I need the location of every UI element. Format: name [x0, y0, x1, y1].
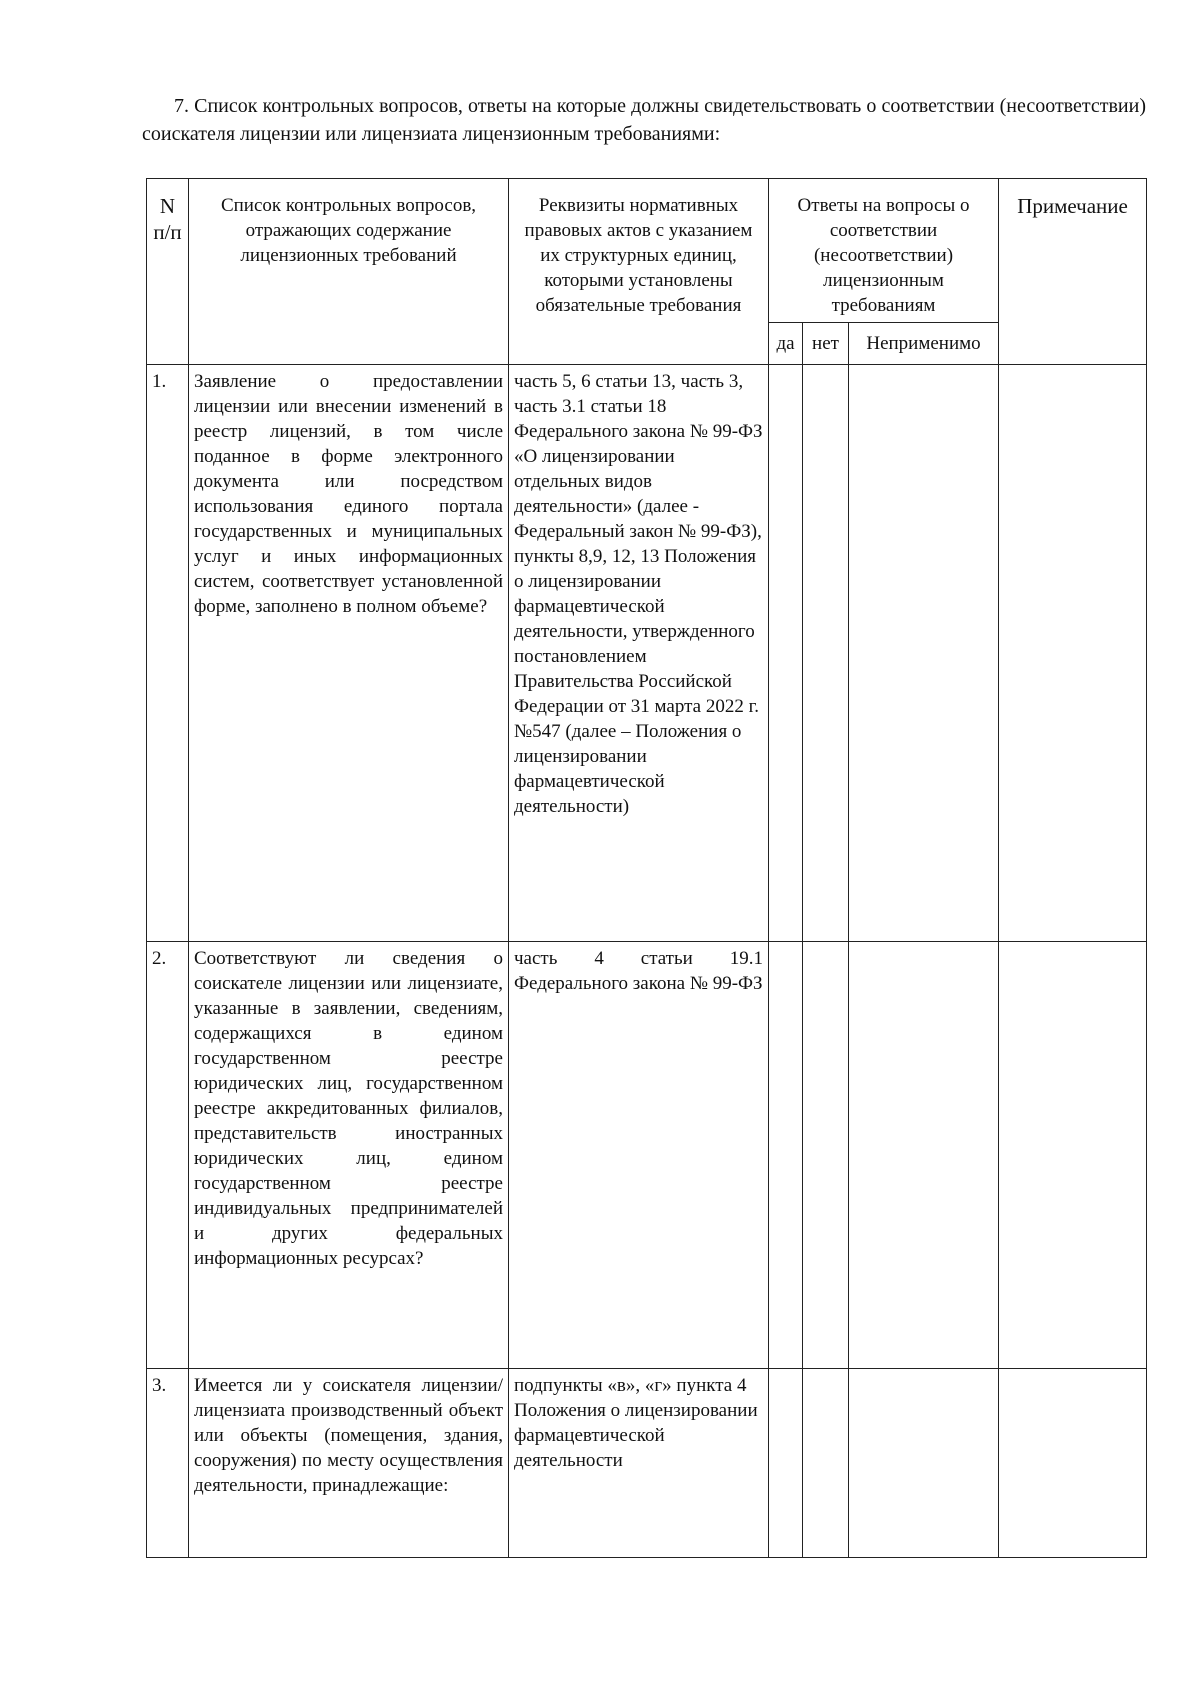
row-question: Имеется ли у соискателя лицензии/лицензиата производственный объект или объекты (помещения, здания, сооружения) по месту осуществления деятельности, принадлежащие: — [189, 1369, 509, 1558]
answer-yes-cell[interactable] — [769, 942, 803, 1369]
answer-na-cell[interactable] — [849, 942, 999, 1369]
header-references: Реквизиты нормативных правовых актов с указанием их структурных единиц, которыми установлены обязательные требования — [509, 179, 769, 365]
header-num: N п/п — [147, 179, 189, 365]
checklist-table — [146, 178, 1147, 1558]
row-reference: подпункты «в», «г» пункта 4 Положения о лицензировании фармацевтической деятельности — [509, 1369, 769, 1558]
answer-yes-cell[interactable] — [769, 365, 803, 942]
header-no: нет — [803, 323, 849, 365]
note-cell[interactable] — [999, 1369, 1147, 1558]
header-answers: Ответы на вопросы о соответствии (несоответствии) лицензионным требованиям — [769, 179, 999, 323]
row-question: Заявление о предоставлении лицензии или внесении изменений в реестр лицензий, в том числе поданное в форме электронного документа или посредством использования единого портала государственных и муниципальных услуг и иных информационных систем, соответствует установленной форме, заполнено в полном объеме? — [189, 365, 509, 942]
answer-na-cell[interactable] — [849, 365, 999, 942]
row-reference: часть 5, 6 статьи 13, часть 3, часть 3.1 статьи 18 Федерального закона № 99-ФЗ «О лицензировании отдельных видов деятельности» (далее - Федеральный закон № 99-ФЗ), пункты 8,9, 12, 13 Положения о лицензировании фармацевтической деятельности, утвержденного постановлением Правительства Российской Федерации от 31 марта 2022 г. №547 (далее – Положения о лицензировании фармацевтической деятельности) — [509, 365, 769, 942]
answer-no-cell[interactable] — [803, 942, 849, 1369]
header-questions: Список контрольных вопросов, отражающих содержание лицензионных требований — [189, 179, 509, 365]
row-number: 3. — [147, 1369, 189, 1558]
note-cell[interactable] — [999, 365, 1147, 942]
section-intro: 7. Список контрольных вопросов, ответы на которые должны свидетельствовать о соответствии (несоответствии) соискателя лицензии или лицензиата лицензионным требованиями: — [142, 95, 1146, 145]
table-row — [147, 1369, 1147, 1558]
row-question: Соответствуют ли сведения о соискателе лицензии или лицензиате, указанные в заявлении, сведениям, содержащихся в едином государственном реестре юридических лиц, государственном реестре аккредитованных филиалов, представительств иностранных юридических лиц, едином государственном реестре индивидуальных предпринимателей и других федеральных информационных ресурсах? — [189, 942, 509, 1369]
answer-na-cell[interactable] — [849, 1369, 999, 1558]
answer-no-cell[interactable] — [803, 365, 849, 942]
header-yes: да — [769, 323, 803, 365]
answer-yes-cell[interactable] — [769, 1369, 803, 1558]
row-reference: часть 4 статьи 19.1 Федерального закона № 99-ФЗ — [509, 942, 769, 1369]
row-number: 2. — [147, 942, 189, 1369]
answer-no-cell[interactable] — [803, 1369, 849, 1558]
note-cell[interactable] — [999, 942, 1147, 1369]
row-number: 1. — [147, 365, 189, 942]
header-note: Примечание — [999, 179, 1147, 365]
table-row — [147, 365, 1147, 942]
header-na: Неприменимо — [849, 323, 999, 365]
table-row — [147, 942, 1147, 1369]
header-row — [147, 179, 1147, 323]
